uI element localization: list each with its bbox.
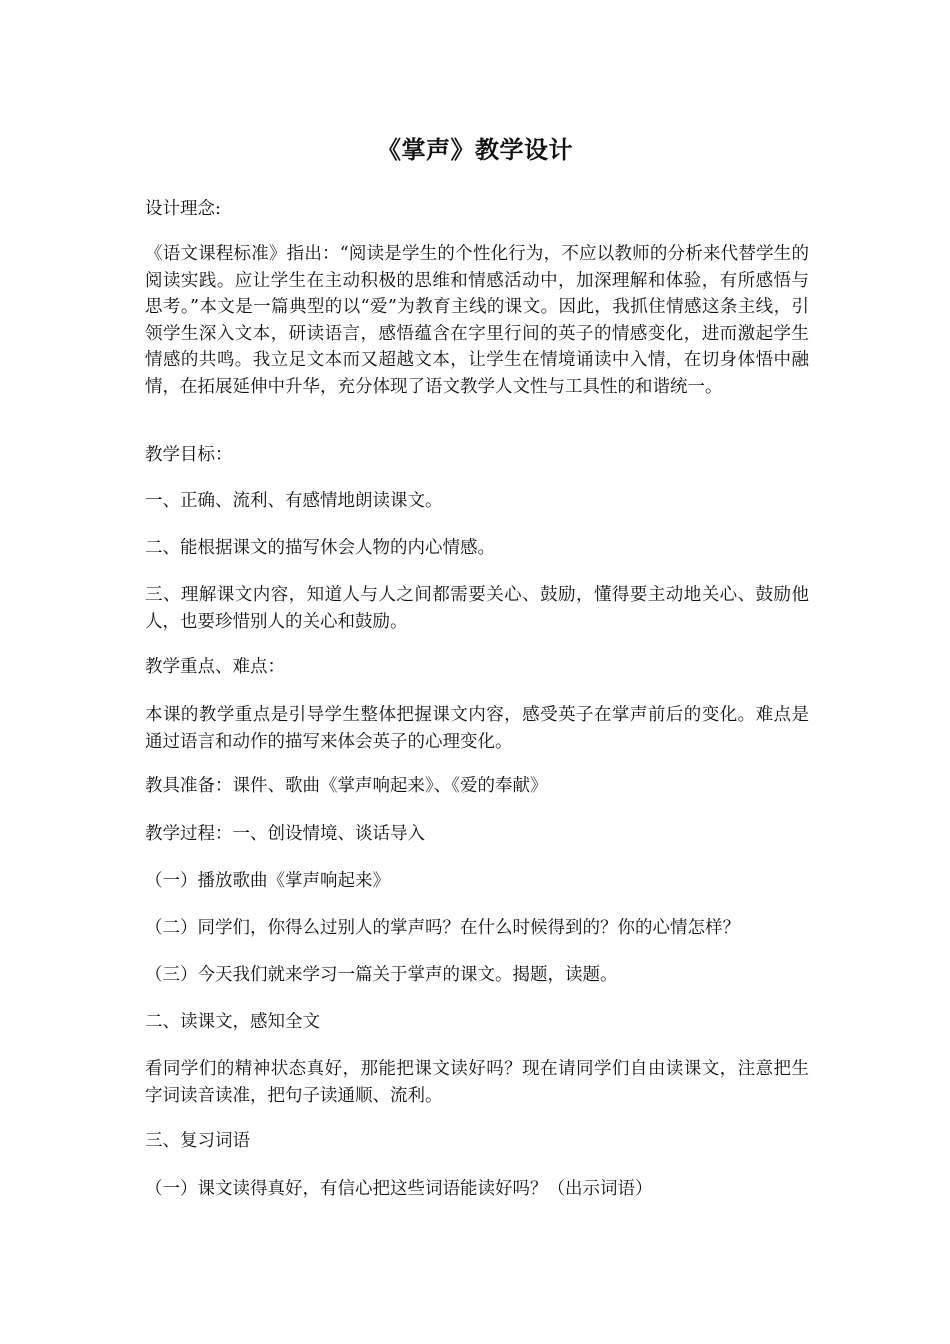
key-difficult-body: 本课的教学重点是引导学生整体把握课文内容，感受英子在掌声前后的变化。难点是通过语言和动作的描写来体会英子的心理变化。 [145, 705, 809, 752]
process-step-one-heading: 教学过程：一、创设情境、谈话导入 [145, 824, 425, 844]
process-item-1-1: （一）播放歌曲《掌声响起来》 [145, 871, 390, 891]
process-step-two-heading: 二、读课文，感知全文 [145, 1012, 320, 1032]
teaching-goals-heading: 教学目标： [145, 445, 233, 465]
goal-three: 三、理解课文内容，知道人与人之间都需要关心、鼓励，懂得要主动地关心、鼓励他人，也要珍惜别人的关心和鼓励。 [145, 585, 809, 632]
teaching-aids: 教具准备：课件、歌曲《掌声响起来》、《爱的奉献》 [145, 776, 548, 796]
document-title: 《掌声》教学设计 [377, 135, 573, 164]
design-concept-heading: 设计理念: [145, 199, 221, 219]
process-step-three-heading: 三、复习词语 [145, 1131, 250, 1151]
design-concept-body: 《语文课程标准》指出：“阅读是学生的个性化行为，不应以教师的分析来代替学生的阅读实践。应让学生在主动积极的思维和情感活动中，加深理解和体验，有所感悟与思考。”本文是一篇典型的以“爱”为教育主线的课文。因此，我抓住情感这条主线，引领学生深入文本，研读语言，感悟蕴含在字里行间的英子的情感变化，进而激起学生情感的共鸣。我立足文本而又超越文本，让学生在情境诵读中入情，在切身体悟中融情，在拓展延伸中升华，充分体现了语文教学人文性与工具性的和谐统一。 [145, 244, 809, 397]
process-item-1-2: （二）同学们，你得么过别人的掌声吗？在什么时候得到的？你的心情怎样？ [145, 918, 740, 938]
key-difficult-heading: 教学重点、难点： [145, 657, 285, 677]
process-item-1-3: （三）今天我们就来学习一篇关于掌声的课文。揭题，读题。 [145, 965, 618, 985]
goal-two: 二、能根据课文的描写休会人物的内心情感。 [145, 538, 495, 558]
process-step-two-body: 看同学们的精神状态真好，那能把课文读好吗？现在请同学们自由读课文，注意把生字词读音读准，把句子读通顺、流利。 [145, 1059, 809, 1106]
goal-one: 一、正确、流利、有感情地朗读课文。 [145, 491, 443, 511]
process-item-3-1: （一）课文读得真好，有信心把这些词语能读好吗？（出示词语） [145, 1179, 653, 1199]
